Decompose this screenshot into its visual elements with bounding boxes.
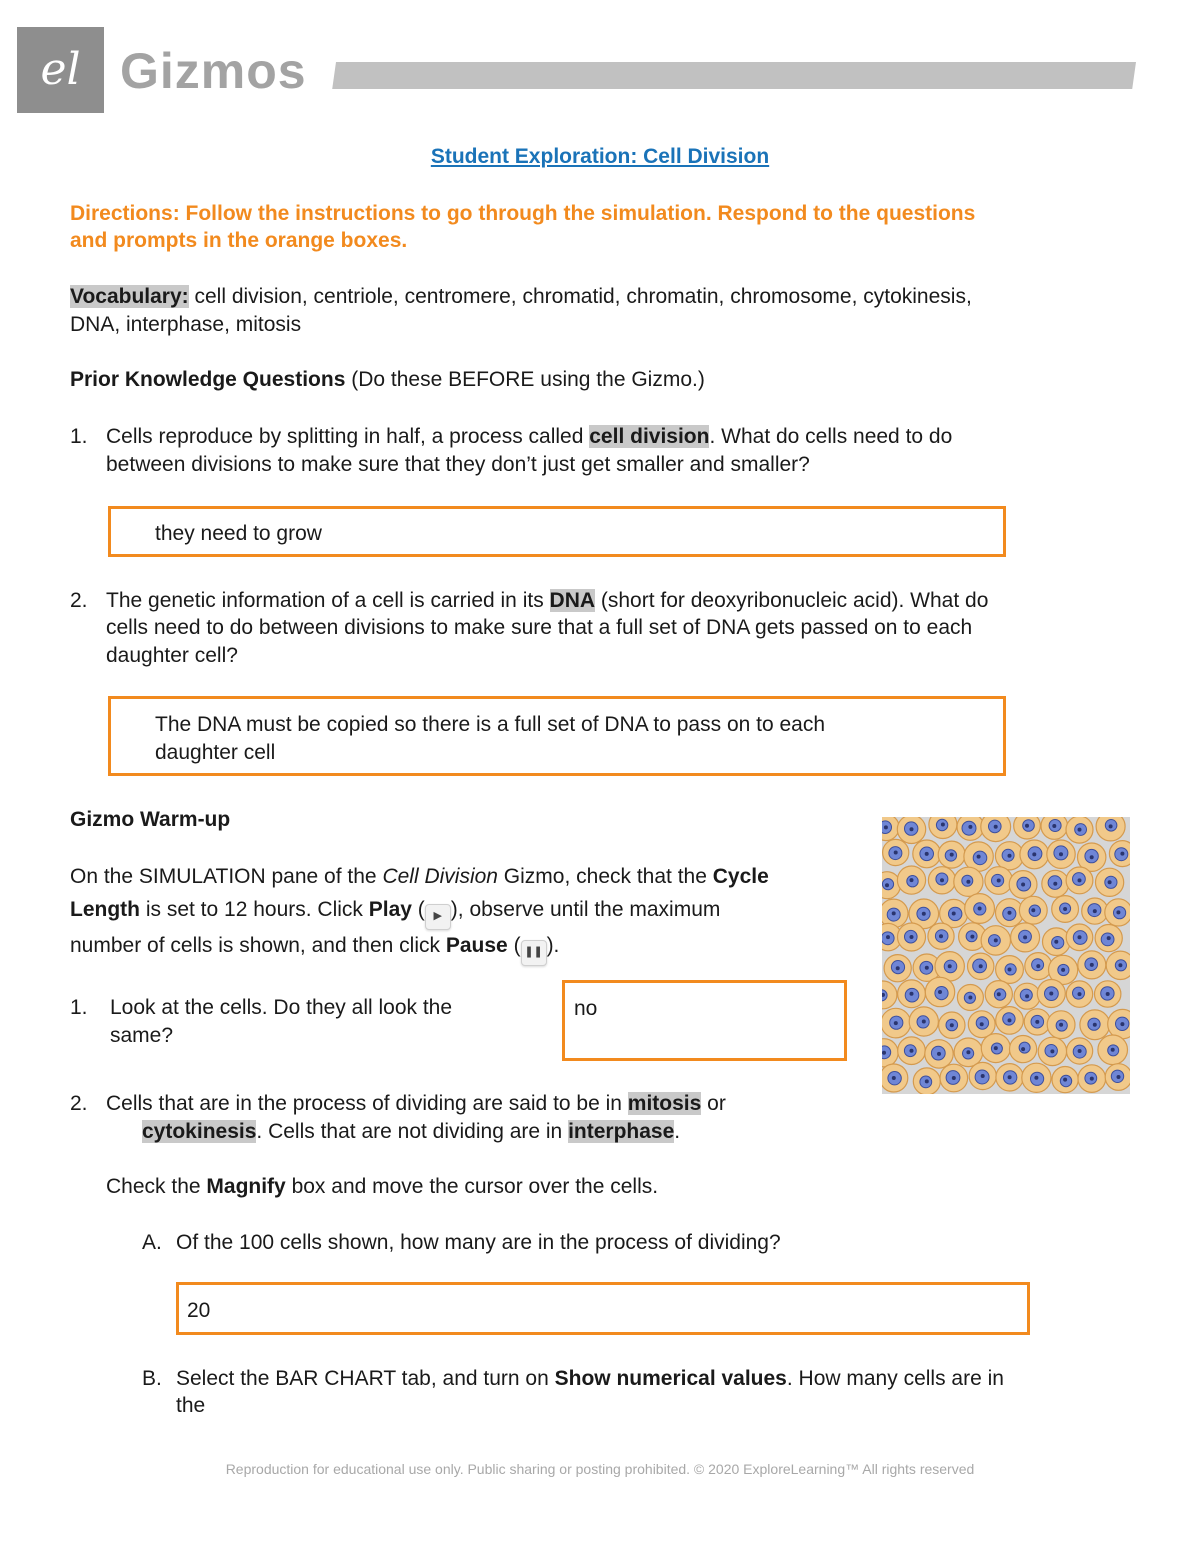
warmup-q1-line-2: same?	[110, 1024, 174, 1047]
cell	[954, 1038, 983, 1067]
cell	[1066, 924, 1093, 951]
cell	[1042, 870, 1069, 897]
cell	[882, 1064, 908, 1092]
term-interphase: interphase	[568, 1120, 675, 1143]
prior-q2-line-3: daughter cell?	[106, 644, 238, 667]
cell	[1106, 951, 1130, 979]
magnify-text-b: box and move the cursor over the cells.	[285, 1175, 659, 1198]
cell	[996, 1007, 1024, 1035]
warmup-text-5: ), observe until the maximum	[450, 897, 721, 921]
cell	[1095, 981, 1121, 1007]
cell	[883, 839, 909, 865]
footer-copyright: Reproduction for educational use only. Public sharing or posting prohibited. © 2020 ExploreLearning™ All rights reserved	[225, 1461, 975, 1477]
page-title[interactable]: Student Exploration: Cell Division	[430, 145, 770, 168]
question-a-letter: A.	[142, 1231, 162, 1254]
term-magnify: Magnify	[206, 1175, 286, 1198]
cell	[1011, 923, 1040, 952]
cell	[985, 981, 1012, 1008]
cell	[1108, 1009, 1130, 1038]
cell	[1096, 817, 1125, 841]
brand-name: Gizmos	[120, 43, 307, 99]
cell	[882, 981, 897, 1009]
cell	[981, 1034, 1010, 1063]
cell	[935, 952, 964, 981]
cell	[1014, 817, 1041, 839]
question-b-line-2: the	[176, 1394, 206, 1417]
vocabulary-line-2: DNA, interphase, mitosis	[70, 313, 302, 336]
cell	[1009, 871, 1037, 899]
directions-line-2: and prompts in the orange boxes.	[70, 229, 408, 252]
cell	[928, 867, 955, 894]
warmup-q2-text-a: Cells that are in the process of dividing are said to be in	[106, 1092, 628, 1115]
cells-illustration	[882, 817, 1130, 1094]
cell	[968, 953, 994, 979]
term-cytokinesis: cytokinesis	[142, 1120, 257, 1143]
term-pause: Pause	[445, 933, 508, 957]
cell	[913, 840, 941, 868]
cell	[882, 817, 899, 841]
cell	[882, 1008, 911, 1038]
cell	[957, 985, 983, 1011]
cell	[1019, 896, 1047, 924]
warmup-q2-number: 2.	[70, 1092, 88, 1115]
prior-knowledge-heading	[70, 366, 705, 394]
cell	[1037, 980, 1065, 1008]
prior-q1-line-1	[106, 423, 952, 451]
cell	[940, 1064, 968, 1092]
cell	[938, 841, 965, 868]
cell	[929, 817, 957, 839]
cell	[925, 1040, 953, 1068]
vocabulary-label: Vocabulary:	[70, 285, 189, 308]
prior-q2-number: 2.	[70, 589, 88, 612]
answer-box-prior-q1[interactable]	[108, 506, 1006, 557]
prior-q1-text-b: . What do cells need to do	[709, 425, 953, 448]
cell	[969, 1062, 996, 1089]
cell	[968, 1011, 995, 1038]
prior-q2-text-b: (short for deoxyribonucleic acid). What do	[595, 589, 989, 612]
warmup-text-6: number of cells is shown, and then click	[70, 933, 446, 957]
term-length: Length	[70, 897, 140, 921]
cell	[985, 867, 1013, 895]
cell	[1024, 1009, 1050, 1035]
directions-line-1: Directions: Follow the instructions to go through the simulation. Respond to the questions	[70, 202, 976, 225]
prior-heading-text: Prior Knowledge Questions	[70, 368, 346, 391]
answer-box-warmup-q1[interactable]	[562, 980, 847, 1061]
answer-box-question-a[interactable]	[176, 1282, 1030, 1335]
cell	[954, 867, 983, 896]
prior-q1-line-2: between divisions to make sure that they don’t just get smaller and smaller?	[106, 453, 810, 476]
prior-q1-number: 1.	[70, 425, 88, 448]
vocabulary-line-1	[70, 283, 972, 311]
warmup-text-2: Gizmo, check that the	[497, 865, 713, 888]
logo-mark-text: el	[40, 44, 81, 95]
term-play: Play	[368, 897, 412, 921]
play-icon: ▶	[425, 904, 451, 930]
prior-q2-text-a: The genetic information of a cell is carried in its	[106, 589, 550, 612]
cell	[1020, 840, 1049, 869]
cell	[897, 866, 925, 894]
vocabulary-terms-1: cell division, centriole, centromere, chromatid, chromatin, chromosome, cytokinesis,	[188, 285, 972, 308]
magnify-text-a: Check the	[106, 1175, 207, 1198]
question-b-text-b: . How many cells are in	[786, 1367, 1004, 1390]
cell	[1098, 1035, 1128, 1065]
cell	[1067, 1038, 1093, 1064]
cell	[1047, 840, 1075, 868]
cell	[981, 926, 1010, 955]
question-b-line-1	[176, 1365, 1004, 1393]
warmup-text-4: (	[411, 897, 425, 921]
answer-text[interactable]: they need to grow	[155, 522, 322, 545]
cell	[1105, 1064, 1130, 1091]
prior-q1-text-a: Cells reproduce by splitting in half, a process called	[106, 425, 590, 448]
cell	[1052, 896, 1079, 923]
term-cycle: Cycle	[712, 865, 769, 888]
prior-q2-line-2: cells need to do between divisions to make sure that a full set of DNA gets passed on to each	[106, 616, 973, 639]
cell	[1105, 899, 1130, 926]
cell	[1109, 841, 1130, 867]
warmup-text-3: is set to 12 hours. Click	[139, 897, 369, 921]
warmup-q2-text-c: . Cells that are not dividing are in	[256, 1120, 569, 1143]
cell	[1096, 868, 1124, 896]
cell	[1047, 1011, 1075, 1039]
warmup-q2-text-b: or	[701, 1092, 726, 1115]
gizmo-name: Cell Division	[382, 865, 498, 888]
cell	[965, 894, 995, 924]
cell	[1078, 951, 1106, 979]
warmup-q2-line-2	[142, 1118, 680, 1146]
cell	[1038, 1037, 1066, 1065]
term-cell-division: cell division	[589, 425, 710, 448]
question-b-text-a: Select the BAR CHART tab, and turn on	[176, 1367, 555, 1390]
cell	[897, 817, 925, 844]
question-b-letter: B.	[142, 1367, 162, 1390]
cell	[1052, 1067, 1078, 1093]
cell	[996, 956, 1024, 984]
warmup-heading: Gizmo Warm-up	[70, 808, 231, 831]
cell	[1082, 898, 1108, 924]
cell	[996, 1064, 1023, 1091]
warmup-instructions	[70, 861, 870, 966]
question-a-text: Of the 100 cells shown, how many are in the process of dividing?	[176, 1231, 781, 1254]
warmup-text-1: On the SIMULATION pane of the	[70, 865, 383, 888]
answer-text[interactable]: 20	[187, 1299, 211, 1322]
cell	[1041, 817, 1068, 839]
cell	[898, 923, 926, 951]
cell	[1043, 928, 1071, 956]
answer-text-line-2[interactable]: daughter cell	[155, 741, 276, 764]
prior-heading-note: (Do these BEFORE using the Gizmo.)	[345, 368, 705, 391]
warmup-q1-line-1: Look at the cells. Do they all look the	[110, 996, 453, 1019]
cell	[981, 817, 1011, 842]
cell	[1078, 1065, 1106, 1093]
answer-text-line-1[interactable]: The DNA must be copied so there is a full set of DNA to pass on to each	[155, 713, 826, 736]
prior-q2-line-1	[106, 587, 988, 615]
pause-icon: ❚❚	[521, 940, 547, 966]
magnify-instruction	[106, 1173, 658, 1201]
cell	[928, 923, 954, 949]
term-mitosis: mitosis	[627, 1092, 702, 1115]
warmup-q2-text-d: .	[674, 1120, 681, 1143]
warmup-q2-line-1	[106, 1090, 726, 1118]
term-dna: DNA	[549, 589, 596, 612]
cell	[1080, 1010, 1110, 1040]
cell	[1014, 983, 1040, 1009]
cell	[957, 817, 984, 840]
cell	[925, 977, 954, 1006]
cell	[1066, 817, 1093, 843]
cell	[939, 1012, 965, 1038]
warmup-q1-number: 1.	[70, 996, 88, 1019]
answer-text[interactable]: no	[574, 997, 598, 1020]
cell	[882, 1039, 898, 1067]
cell	[1022, 1063, 1051, 1092]
cell	[913, 1068, 940, 1094]
cell	[884, 955, 911, 982]
cell	[1025, 953, 1052, 980]
warmup-text-8: ).	[546, 933, 560, 957]
cell	[1066, 981, 1092, 1007]
warmup-text-7: (	[507, 933, 521, 957]
header-bar	[332, 62, 1136, 89]
cell	[898, 980, 926, 1008]
cell	[1095, 925, 1122, 952]
answer-box-prior-q2[interactable]	[108, 696, 1006, 776]
cell-simulation-image	[882, 817, 1130, 1094]
cell	[1066, 867, 1093, 894]
cell	[898, 1037, 926, 1065]
term-show-numerical-values: Show numerical values	[554, 1367, 787, 1390]
cell	[909, 1007, 938, 1036]
cell	[1010, 1036, 1037, 1063]
gizmos-logo-mark	[17, 27, 104, 113]
